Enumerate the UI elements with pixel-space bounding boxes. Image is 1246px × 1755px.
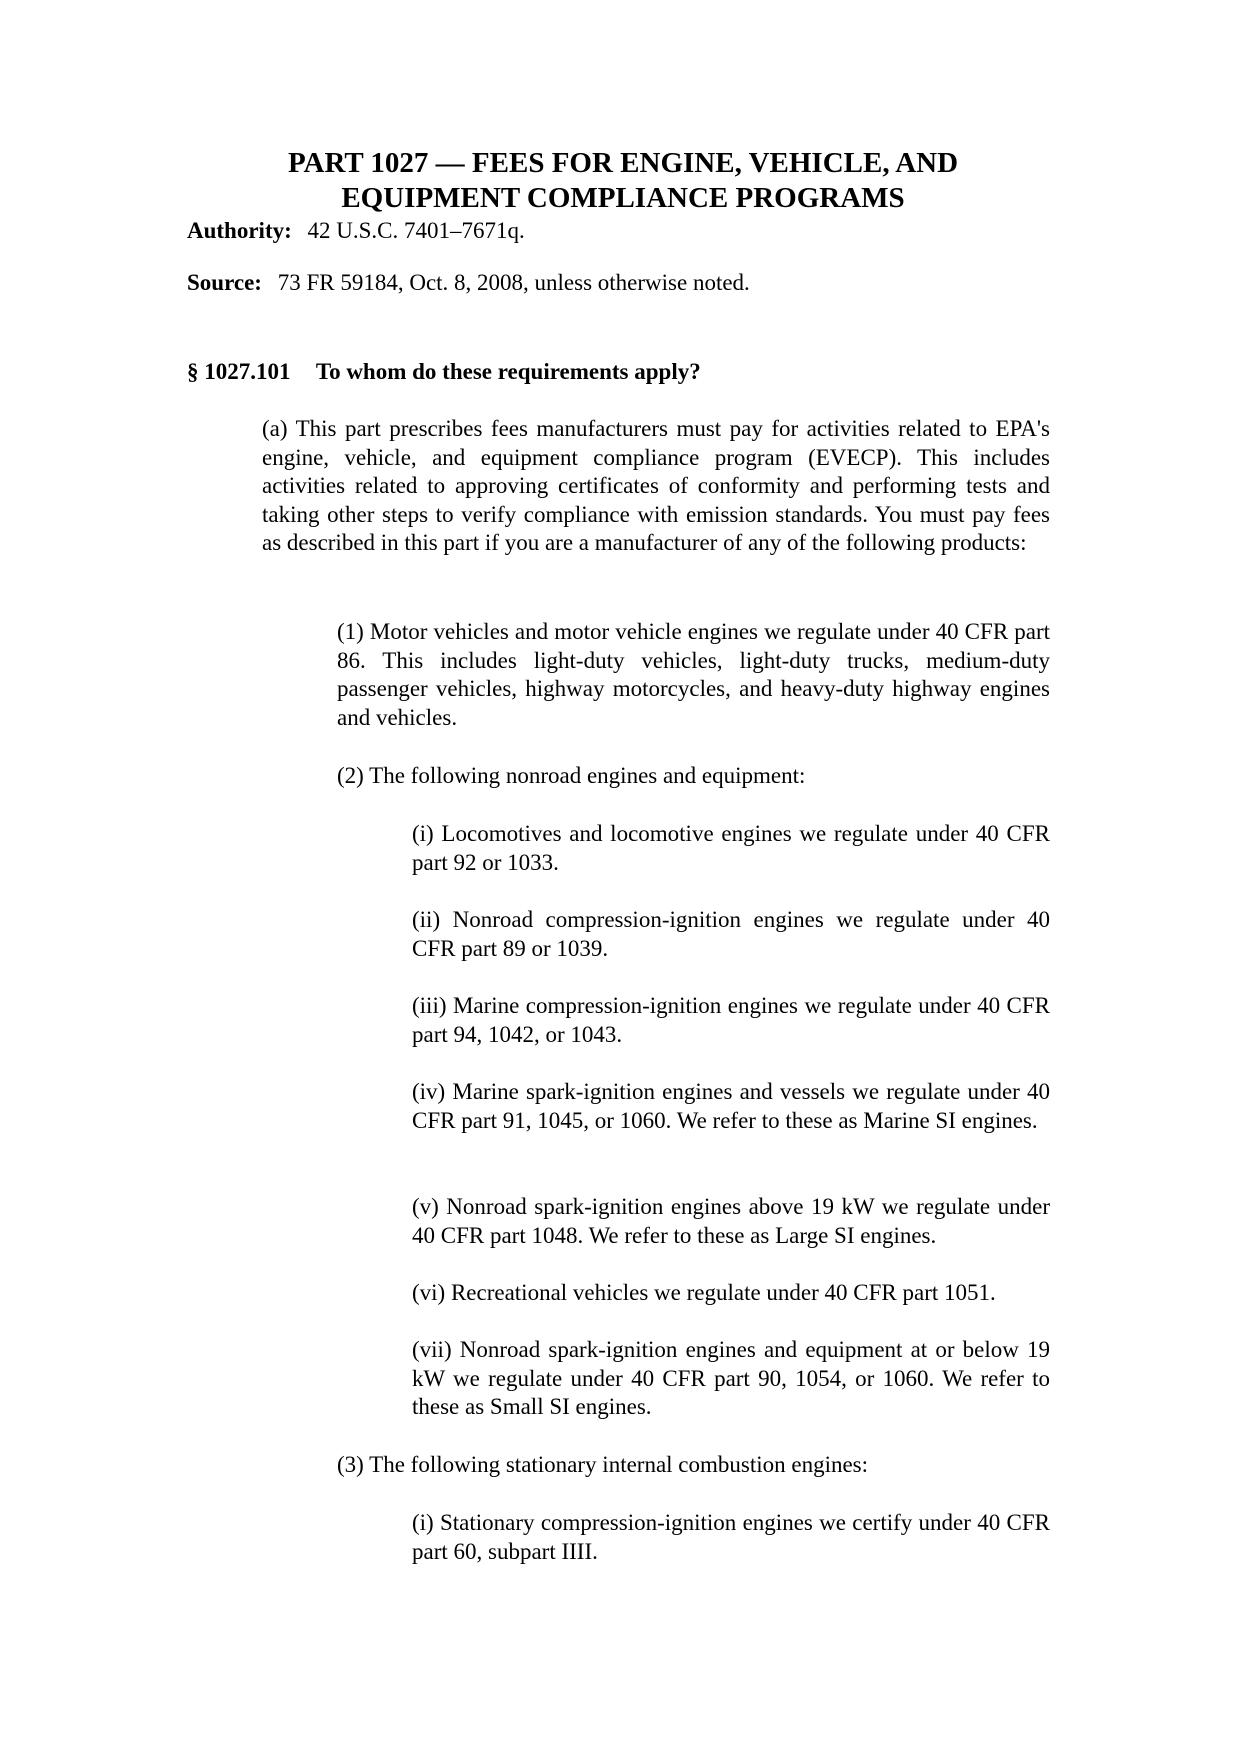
paragraph-a-2-v: (v) Nonroad spark-ignition engines above 19 kW we regulate under 40 CFR part 1048. We refer to these as Large SI engines. — [412, 1194, 1050, 1248]
source-line — [187, 269, 750, 297]
paragraph-a-2-ii: (ii) Nonroad compression-ignition engines we regulate under 40 CFR part 89 or 1039. — [412, 907, 1050, 961]
section-number: § 1027.101 — [187, 359, 291, 384]
paragraph-a-3-i: (i) Stationary compression-ignition engines we certify under 40 CFR part 60, subpart IIII. — [412, 1510, 1050, 1564]
paragraph-a-2-iv: (iv) Marine spark-ignition engines and vessels we regulate under 40 CFR part 91, 1045, or 1060. We refer to these as Marine SI engines. — [412, 1079, 1050, 1133]
part-title — [0, 146, 1246, 216]
paragraph-a-2: (2) The following nonroad engines and equipment: — [337, 763, 806, 788]
paragraph-a-2-vii: (vii) Nonroad spark-ignition engines and equipment at or below 19 kW we regulate under 40 CFR part 90, 1054, or 1060. We refer to these as Small SI engines. — [412, 1337, 1050, 1419]
paragraph-a-2-i: (i) Locomotives and locomotive engines we regulate under 40 CFR part 92 or 1033. — [412, 821, 1050, 875]
authority-label: Authority: — [187, 218, 292, 243]
authority-line — [187, 217, 525, 245]
part-title-line-2: EQUIPMENT COMPLIANCE PROGRAMS — [341, 182, 905, 214]
paragraph-a-3: (3) The following stationary internal combustion engines: — [337, 1452, 869, 1477]
part-title-line-1: PART 1027 — FEES FOR ENGINE, VEHICLE, AND — [287, 147, 959, 179]
paragraph-a-2-iii: (iii) Marine compression-ignition engines we regulate under 40 CFR part 94, 1042, or 1043. — [412, 993, 1050, 1047]
source-value: 73 FR 59184, Oct. 8, 2008, unless otherwise noted. — [277, 270, 750, 295]
paragraph-a: (a) This part prescribes fees manufacturers must pay for activities related to EPA's engine, vehicle, and equipment compliance program (EVECP). This includes activities related to approving certificates of conformity and performing tests and taking other steps to verify compliance with emission standards. You must pay fees as described in this part if you are a manufacturer of any of the following products: — [262, 416, 1050, 555]
section-heading-text: To whom do these requirements apply? — [315, 359, 701, 384]
paragraph-a-1: (1) Motor vehicles and motor vehicle engines we regulate under 40 CFR part 86. This includes light-duty vehicles, light-duty trucks, medium-duty passenger vehicles, highway motorcycles, and heavy-duty highway engines and vehicles. — [337, 619, 1050, 730]
paragraph-a-2-vi: (vi) Recreational vehicles we regulate under 40 CFR part 1051. — [412, 1280, 996, 1305]
source-label: Source: — [187, 270, 262, 295]
authority-value: 42 U.S.C. 7401–7671q. — [307, 218, 525, 243]
section-heading — [187, 358, 701, 386]
